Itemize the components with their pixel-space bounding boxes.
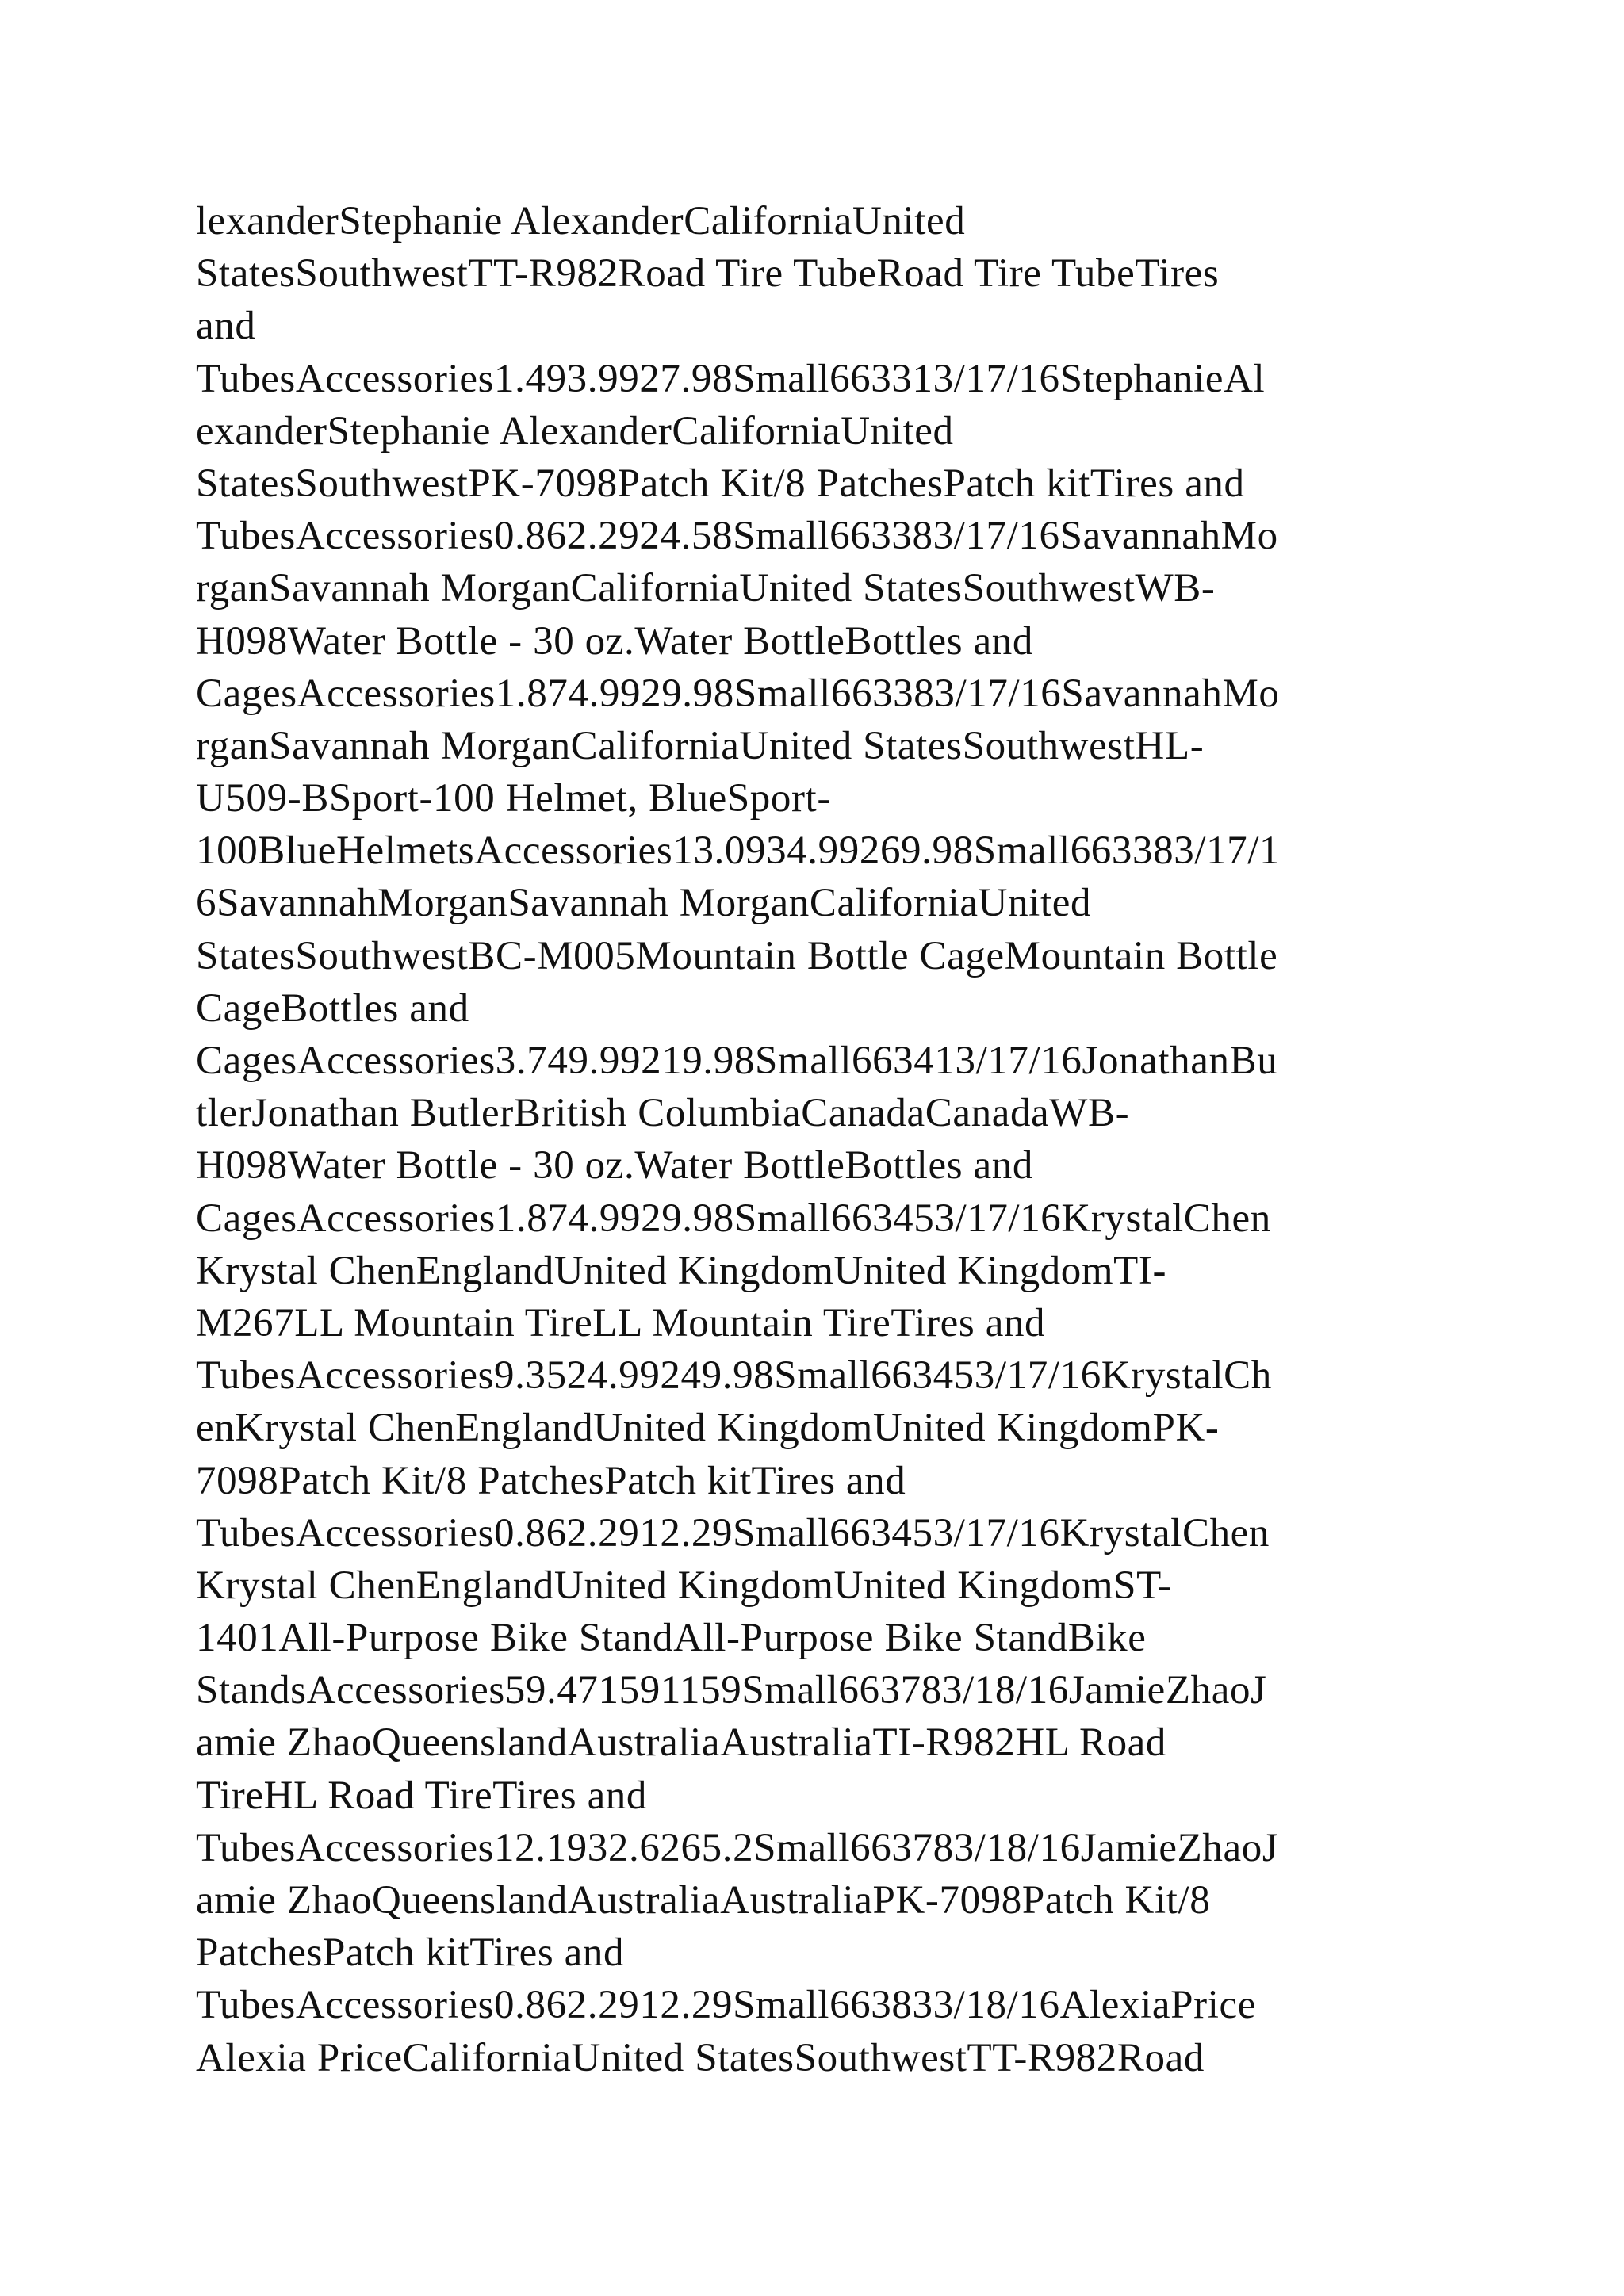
text-line: CagesAccessories3.749.99219.98Small663413/17/16JonathanBu — [196, 1039, 1278, 1083]
text-line: TubesAccessories12.1932.6265.2Small663783/18/16JamieZhaoJ — [196, 1825, 1279, 1870]
text-line: Krystal ChenEnglandUnited KingdomUnited KingdomTI- — [196, 1248, 1167, 1293]
text-line: amie ZhaoQueenslandAustraliaAustraliaPK-7098Patch Kit/8 — [196, 1878, 1211, 1923]
text-line: H098Water Bottle - 30 oz.Water BottleBottles and — [196, 1143, 1033, 1188]
text-line: Krystal ChenEnglandUnited KingdomUnited KingdomST- — [196, 1563, 1172, 1608]
text-line: 1401All-Purpose Bike StandAll-Purpose Bike StandBike — [196, 1616, 1147, 1661]
text-line: enKrystal ChenEnglandUnited KingdomUnited KingdomPK- — [196, 1406, 1220, 1451]
text-line: StatesSouthwestBC-M005Mountain Bottle CageMountain Bottle — [196, 933, 1278, 978]
text-line: tlerJonathan ButlerBritish ColumbiaCanadaCanadaWB- — [196, 1091, 1130, 1136]
text-line: TireHL Road TireTires and — [196, 1773, 648, 1818]
text-line: TubesAccessories0.862.2912.29Small663453/17/16KrystalChen — [196, 1510, 1270, 1556]
text-line: CagesAccessories1.874.9929.98Small663383/17/16SavannahMo — [196, 671, 1280, 716]
text-line: PatchesPatch kitTires and — [196, 1931, 625, 1976]
text-line: TubesAccessories0.862.2924.58Small663383/17/16SavannahMo — [196, 514, 1278, 559]
text-line: 7098Patch Kit/8 PatchesPatch kitTires and — [196, 1458, 906, 1503]
text-line: CageBottles and — [196, 985, 469, 1031]
text-line: StandsAccessories59.471591159Small663783/18/16JamieZhaoJ — [196, 1668, 1267, 1713]
text-line: and — [196, 304, 256, 349]
text-line: rganSavannah MorganCaliforniaUnited StatesSouthwestWB- — [196, 566, 1216, 611]
text-line: Alexia PriceCaliforniaUnited StatesSouthwestTT-R982Road — [196, 2035, 1205, 2080]
text-line: M267LL Mountain TireLL Mountain TireTires and — [196, 1300, 1046, 1345]
text-line: 100BlueHelmetsAccessories13.0934.99269.98Small663383/17/1 — [196, 828, 1281, 874]
text-line: exanderStephanie AlexanderCaliforniaUnited — [196, 408, 954, 453]
text-line: TubesAccessories9.3524.99249.98Small663453/17/16KrystalCh — [196, 1353, 1272, 1399]
text-line: CagesAccessories1.874.9929.98Small663453/17/16KrystalChen — [196, 1196, 1271, 1241]
text-line: StatesSouthwestTT-R982Road Tire TubeRoad Tire TubeTires — [196, 251, 1220, 297]
text-line: TubesAccessories1.493.9927.98Small663313/17/16StephanieAl — [196, 356, 1266, 401]
text-line: rganSavannah MorganCaliforniaUnited StatesSouthwestHL- — [196, 723, 1205, 768]
text-line: H098Water Bottle - 30 oz.Water BottleBottles and — [196, 618, 1033, 664]
text-line: TubesAccessories0.862.2912.29Small663833/18/16AlexiaPrice — [196, 1983, 1256, 2028]
body-text — [196, 195, 1480, 2084]
text-line: 6SavannahMorganSavannah MorganCaliforniaUnited — [196, 881, 1092, 926]
text-line: lexanderStephanie AlexanderCaliforniaUnited — [196, 199, 966, 243]
text-line: amie ZhaoQueenslandAustraliaAustraliaTI-R982HL Road — [196, 1720, 1167, 1766]
text-line: StatesSouthwestPK-7098Patch Kit/8 PatchesPatch kitTires and — [196, 461, 1245, 506]
text-line: U509-BSport-100 Helmet, BlueSport- — [196, 776, 831, 821]
